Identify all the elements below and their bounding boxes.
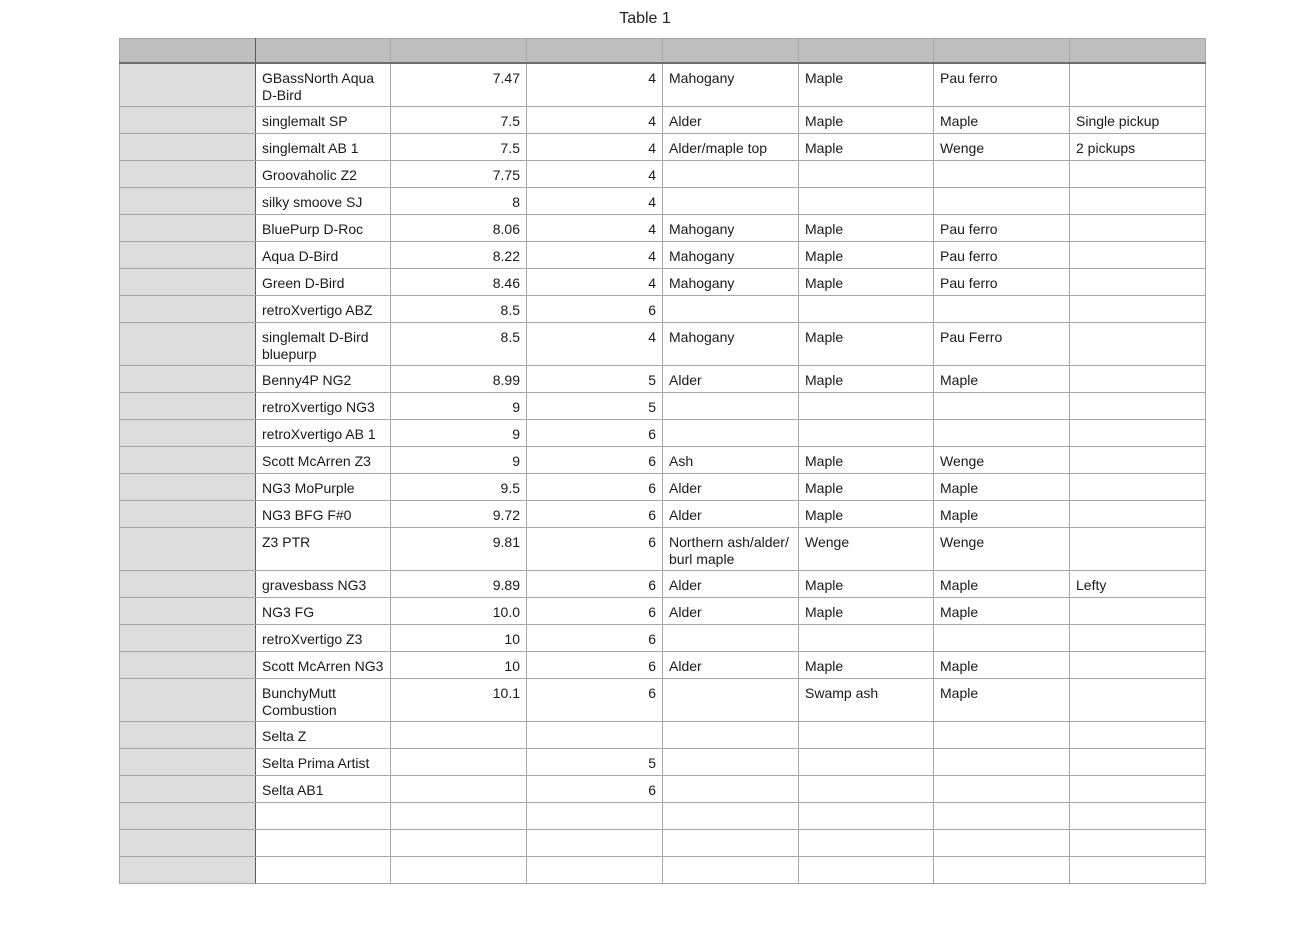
notes-cell[interactable] [1070,322,1206,365]
neck-wood-cell[interactable] [799,624,934,651]
model-cell[interactable]: NG3 MoPurple [256,473,391,500]
body-wood-cell[interactable]: Mahogany [663,63,799,106]
neck-wood-cell[interactable]: Wenge [799,527,934,570]
strings-cell[interactable]: 6 [527,597,663,624]
body-wood-cell[interactable] [663,295,799,322]
fretboard-cell[interactable] [934,721,1070,748]
row-header[interactable] [120,597,256,624]
table-row [120,133,1206,160]
scale-cell[interactable]: 8.99 [391,365,527,392]
fretboard-cell[interactable] [934,775,1070,802]
body-wood-cell[interactable] [663,721,799,748]
row-header[interactable] [120,678,256,721]
row-header[interactable] [120,268,256,295]
scale-cell[interactable] [391,856,527,883]
notes-cell[interactable] [1070,392,1206,419]
strings-cell[interactable]: 5 [527,392,663,419]
body-wood-cell[interactable] [663,829,799,856]
scale-cell[interactable]: 8.5 [391,322,527,365]
model-cell[interactable]: BluePurp D-Roc [256,214,391,241]
body-wood-cell[interactable]: Alder [663,597,799,624]
fretboard-cell[interactable]: Maple [934,500,1070,527]
neck-wood-cell[interactable] [799,295,934,322]
corner-cell[interactable] [120,39,256,64]
row-header[interactable] [120,106,256,133]
neck-wood-cell[interactable] [799,775,934,802]
strings-cell[interactable] [527,802,663,829]
column-header[interactable] [391,39,527,64]
neck-wood-cell[interactable] [799,419,934,446]
notes-cell[interactable] [1070,295,1206,322]
row-header[interactable] [120,133,256,160]
body-wood-cell[interactable] [663,748,799,775]
model-cell[interactable]: retroXvertigo ABZ [256,295,391,322]
row-header[interactable] [120,322,256,365]
body-wood-cell[interactable]: Alder [663,500,799,527]
row-header[interactable] [120,365,256,392]
table-row [120,214,1206,241]
strings-cell[interactable]: 4 [527,160,663,187]
strings-cell[interactable]: 6 [527,527,663,570]
row-header[interactable] [120,392,256,419]
fretboard-cell[interactable] [934,295,1070,322]
fretboard-cell[interactable] [934,802,1070,829]
model-cell[interactable] [256,802,391,829]
table-row [120,651,1206,678]
table-title: Table 1 [619,10,671,27]
notes-cell[interactable] [1070,365,1206,392]
row-header[interactable] [120,187,256,214]
notes-cell[interactable] [1070,473,1206,500]
model-cell[interactable]: GBassNorth Aqua D-Bird [256,63,391,106]
model-cell[interactable]: singlemalt SP [256,106,391,133]
notes-cell[interactable] [1070,160,1206,187]
scale-cell[interactable]: 9.81 [391,527,527,570]
table-row [120,473,1206,500]
fretboard-cell[interactable]: Wenge [934,446,1070,473]
notes-cell[interactable] [1070,500,1206,527]
neck-wood-cell[interactable]: Maple [799,597,934,624]
strings-cell[interactable]: 6 [527,570,663,597]
neck-wood-cell[interactable] [799,160,934,187]
neck-wood-cell[interactable]: Maple [799,365,934,392]
neck-wood-cell[interactable]: Maple [799,241,934,268]
row-header[interactable] [120,856,256,883]
notes-cell[interactable] [1070,187,1206,214]
model-cell[interactable]: Aqua D-Bird [256,241,391,268]
strings-cell[interactable]: 4 [527,187,663,214]
body-wood-cell[interactable] [663,160,799,187]
fretboard-cell[interactable] [934,187,1070,214]
neck-wood-cell[interactable] [799,748,934,775]
strings-cell[interactable] [527,829,663,856]
strings-cell[interactable] [527,856,663,883]
neck-wood-cell[interactable] [799,721,934,748]
row-header[interactable] [120,419,256,446]
table-row [120,241,1206,268]
scale-cell[interactable]: 7.5 [391,133,527,160]
header-row [120,39,1206,64]
table-row [120,721,1206,748]
fretboard-cell[interactable] [934,392,1070,419]
fretboard-cell[interactable]: Pau ferro [934,214,1070,241]
table-row [120,322,1206,365]
data-table [119,38,1206,884]
neck-wood-cell[interactable]: Swamp ash [799,678,934,721]
scale-cell[interactable]: 10 [391,651,527,678]
table-body [120,39,1206,884]
table-row [120,187,1206,214]
fretboard-cell[interactable]: Maple [934,570,1070,597]
strings-cell[interactable]: 6 [527,775,663,802]
body-wood-cell[interactable]: Alder [663,365,799,392]
model-cell[interactable]: Z3 PTR [256,527,391,570]
row-header[interactable] [120,160,256,187]
model-cell[interactable]: Selta Z [256,721,391,748]
scale-cell[interactable]: 8.06 [391,214,527,241]
body-wood-cell[interactable] [663,678,799,721]
row-header[interactable] [120,748,256,775]
scale-cell[interactable]: 10 [391,624,527,651]
neck-wood-cell[interactable] [799,802,934,829]
table-row [120,419,1206,446]
scale-cell[interactable]: 9 [391,419,527,446]
column-header[interactable] [934,39,1070,64]
notes-cell[interactable] [1070,214,1206,241]
column-header[interactable] [256,39,391,64]
strings-cell[interactable]: 4 [527,241,663,268]
fretboard-cell[interactable]: Maple [934,678,1070,721]
row-header[interactable] [120,500,256,527]
strings-cell[interactable]: 4 [527,106,663,133]
table-row [120,527,1206,570]
scale-cell[interactable]: 9 [391,446,527,473]
notes-cell[interactable] [1070,829,1206,856]
strings-cell[interactable]: 6 [527,500,663,527]
notes-cell[interactable] [1070,63,1206,106]
notes-cell[interactable] [1070,775,1206,802]
scale-cell[interactable]: 8.22 [391,241,527,268]
row-header[interactable] [120,651,256,678]
scale-cell[interactable]: 10.1 [391,678,527,721]
scale-cell[interactable] [391,829,527,856]
model-cell[interactable]: Benny4P NG2 [256,365,391,392]
row-header[interactable] [120,775,256,802]
strings-cell[interactable]: 5 [527,748,663,775]
row-header[interactable] [120,214,256,241]
notes-cell[interactable] [1070,527,1206,570]
neck-wood-cell[interactable] [799,829,934,856]
row-header[interactable] [120,63,256,106]
table-row [120,160,1206,187]
body-wood-cell[interactable]: Ash [663,446,799,473]
model-cell[interactable]: Groovaholic Z2 [256,160,391,187]
strings-cell[interactable]: 4 [527,322,663,365]
body-wood-cell[interactable]: Mahogany [663,322,799,365]
neck-wood-cell[interactable]: Maple [799,570,934,597]
model-cell[interactable]: gravesbass NG3 [256,570,391,597]
row-header[interactable] [120,446,256,473]
table-row [120,446,1206,473]
table-row [120,392,1206,419]
body-wood-cell[interactable]: Alder [663,473,799,500]
table-row [120,748,1206,775]
scale-cell[interactable]: 10.0 [391,597,527,624]
notes-cell[interactable] [1070,241,1206,268]
notes-cell[interactable]: Single pickup [1070,106,1206,133]
fretboard-cell[interactable] [934,856,1070,883]
column-header[interactable] [663,39,799,64]
notes-cell[interactable] [1070,268,1206,295]
fretboard-cell[interactable]: Wenge [934,527,1070,570]
scale-cell[interactable]: 8 [391,187,527,214]
notes-cell[interactable] [1070,856,1206,883]
fretboard-cell[interactable]: Pau Ferro [934,322,1070,365]
neck-wood-cell[interactable]: Maple [799,651,934,678]
fretboard-cell[interactable]: Pau ferro [934,63,1070,106]
notes-cell[interactable] [1070,721,1206,748]
strings-cell[interactable]: 6 [527,678,663,721]
row-header[interactable] [120,570,256,597]
table-row [120,678,1206,721]
model-cell[interactable]: Green D-Bird [256,268,391,295]
scale-cell[interactable]: 9.89 [391,570,527,597]
model-cell[interactable]: Scott McArren Z3 [256,446,391,473]
scale-cell[interactable] [391,748,527,775]
row-header[interactable] [120,624,256,651]
table-row [120,106,1206,133]
fretboard-cell[interactable] [934,160,1070,187]
scale-cell[interactable]: 9 [391,392,527,419]
body-wood-cell[interactable]: Mahogany [663,214,799,241]
row-header[interactable] [120,802,256,829]
fretboard-cell[interactable]: Pau ferro [934,241,1070,268]
body-wood-cell[interactable] [663,856,799,883]
neck-wood-cell[interactable] [799,187,934,214]
fretboard-cell[interactable] [934,829,1070,856]
table-row [120,570,1206,597]
notes-cell[interactable] [1070,678,1206,721]
notes-cell[interactable] [1070,419,1206,446]
scale-cell[interactable]: 7.75 [391,160,527,187]
scale-cell[interactable]: 8.46 [391,268,527,295]
row-header[interactable] [120,241,256,268]
body-wood-cell[interactable] [663,392,799,419]
model-cell[interactable]: retroXvertigo Z3 [256,624,391,651]
model-cell[interactable]: Scott McArren NG3 [256,651,391,678]
model-cell[interactable]: retroXvertigo NG3 [256,392,391,419]
body-wood-cell[interactable] [663,775,799,802]
column-header[interactable] [799,39,934,64]
neck-wood-cell[interactable]: Maple [799,473,934,500]
strings-cell[interactable]: 6 [527,295,663,322]
strings-cell[interactable]: 6 [527,473,663,500]
table-row [120,829,1206,856]
fretboard-cell[interactable] [934,748,1070,775]
strings-cell[interactable]: 5 [527,365,663,392]
table-row [120,597,1206,624]
body-wood-cell[interactable] [663,624,799,651]
body-wood-cell[interactable]: Alder [663,651,799,678]
fretboard-cell[interactable]: Wenge [934,133,1070,160]
table-row [120,295,1206,322]
row-header[interactable] [120,295,256,322]
body-wood-cell[interactable]: Mahogany [663,268,799,295]
table-row [120,268,1206,295]
notes-cell[interactable] [1070,651,1206,678]
strings-cell[interactable]: 4 [527,268,663,295]
notes-cell[interactable] [1070,748,1206,775]
scale-cell[interactable]: 9.72 [391,500,527,527]
model-cell[interactable] [256,829,391,856]
notes-cell[interactable]: Lefty [1070,570,1206,597]
table-row [120,624,1206,651]
strings-cell[interactable] [527,721,663,748]
notes-cell[interactable] [1070,597,1206,624]
body-wood-cell[interactable]: Alder/maple top [663,133,799,160]
strings-cell[interactable]: 4 [527,63,663,106]
body-wood-cell[interactable] [663,187,799,214]
notes-cell[interactable] [1070,446,1206,473]
scale-cell[interactable]: 9.5 [391,473,527,500]
strings-cell[interactable]: 6 [527,651,663,678]
strings-cell[interactable]: 6 [527,446,663,473]
body-wood-cell[interactable] [663,419,799,446]
column-header[interactable] [1070,39,1206,64]
model-cell[interactable]: singlemalt AB 1 [256,133,391,160]
neck-wood-cell[interactable]: Maple [799,268,934,295]
fretboard-cell[interactable]: Maple [934,597,1070,624]
neck-wood-cell[interactable]: Maple [799,214,934,241]
strings-cell[interactable]: 6 [527,419,663,446]
neck-wood-cell[interactable]: Maple [799,63,934,106]
neck-wood-cell[interactable]: Maple [799,446,934,473]
strings-cell[interactable]: 4 [527,214,663,241]
notes-cell[interactable] [1070,624,1206,651]
body-wood-cell[interactable]: Mahogany [663,241,799,268]
neck-wood-cell[interactable]: Maple [799,500,934,527]
scale-cell[interactable]: 7.47 [391,63,527,106]
fretboard-cell[interactable] [934,624,1070,651]
neck-wood-cell[interactable]: Maple [799,133,934,160]
notes-cell[interactable]: 2 pickups [1070,133,1206,160]
fretboard-cell[interactable]: Maple [934,106,1070,133]
scale-cell[interactable] [391,775,527,802]
model-cell[interactable]: singlemalt D-Bird bluepurp [256,322,391,365]
model-cell[interactable]: NG3 BFG F#0 [256,500,391,527]
neck-wood-cell[interactable]: Maple [799,322,934,365]
model-cell[interactable]: NG3 FG [256,597,391,624]
model-cell[interactable]: Selta AB1 [256,775,391,802]
strings-cell[interactable]: 4 [527,133,663,160]
table-row [120,365,1206,392]
model-cell[interactable]: Selta Prima Artist [256,748,391,775]
scale-cell[interactable] [391,802,527,829]
fretboard-cell[interactable] [934,419,1070,446]
strings-cell[interactable]: 6 [527,624,663,651]
row-header[interactable] [120,721,256,748]
model-cell[interactable]: BunchyMutt Combustion [256,678,391,721]
table-row [120,500,1206,527]
body-wood-cell[interactable]: Alder [663,106,799,133]
model-cell[interactable]: retroXvertigo AB 1 [256,419,391,446]
fretboard-cell[interactable]: Pau ferro [934,268,1070,295]
notes-cell[interactable] [1070,802,1206,829]
scale-cell[interactable]: 7.5 [391,106,527,133]
row-header[interactable] [120,473,256,500]
table-row [120,856,1206,883]
column-header[interactable] [527,39,663,64]
fretboard-cell[interactable]: Maple [934,473,1070,500]
neck-wood-cell[interactable]: Maple [799,106,934,133]
body-wood-cell[interactable] [663,802,799,829]
model-cell[interactable]: silky smoove SJ [256,187,391,214]
body-wood-cell[interactable]: Alder [663,570,799,597]
scale-cell[interactable]: 8.5 [391,295,527,322]
model-cell[interactable] [256,856,391,883]
table-row [120,802,1206,829]
fretboard-cell[interactable]: Maple [934,651,1070,678]
neck-wood-cell[interactable] [799,392,934,419]
table-row [120,63,1206,106]
row-header[interactable] [120,527,256,570]
neck-wood-cell[interactable] [799,856,934,883]
fretboard-cell[interactable]: Maple [934,365,1070,392]
row-header[interactable] [120,829,256,856]
table-row [120,775,1206,802]
scale-cell[interactable] [391,721,527,748]
body-wood-cell[interactable]: Northern ash/alder/ burl maple [663,527,799,570]
